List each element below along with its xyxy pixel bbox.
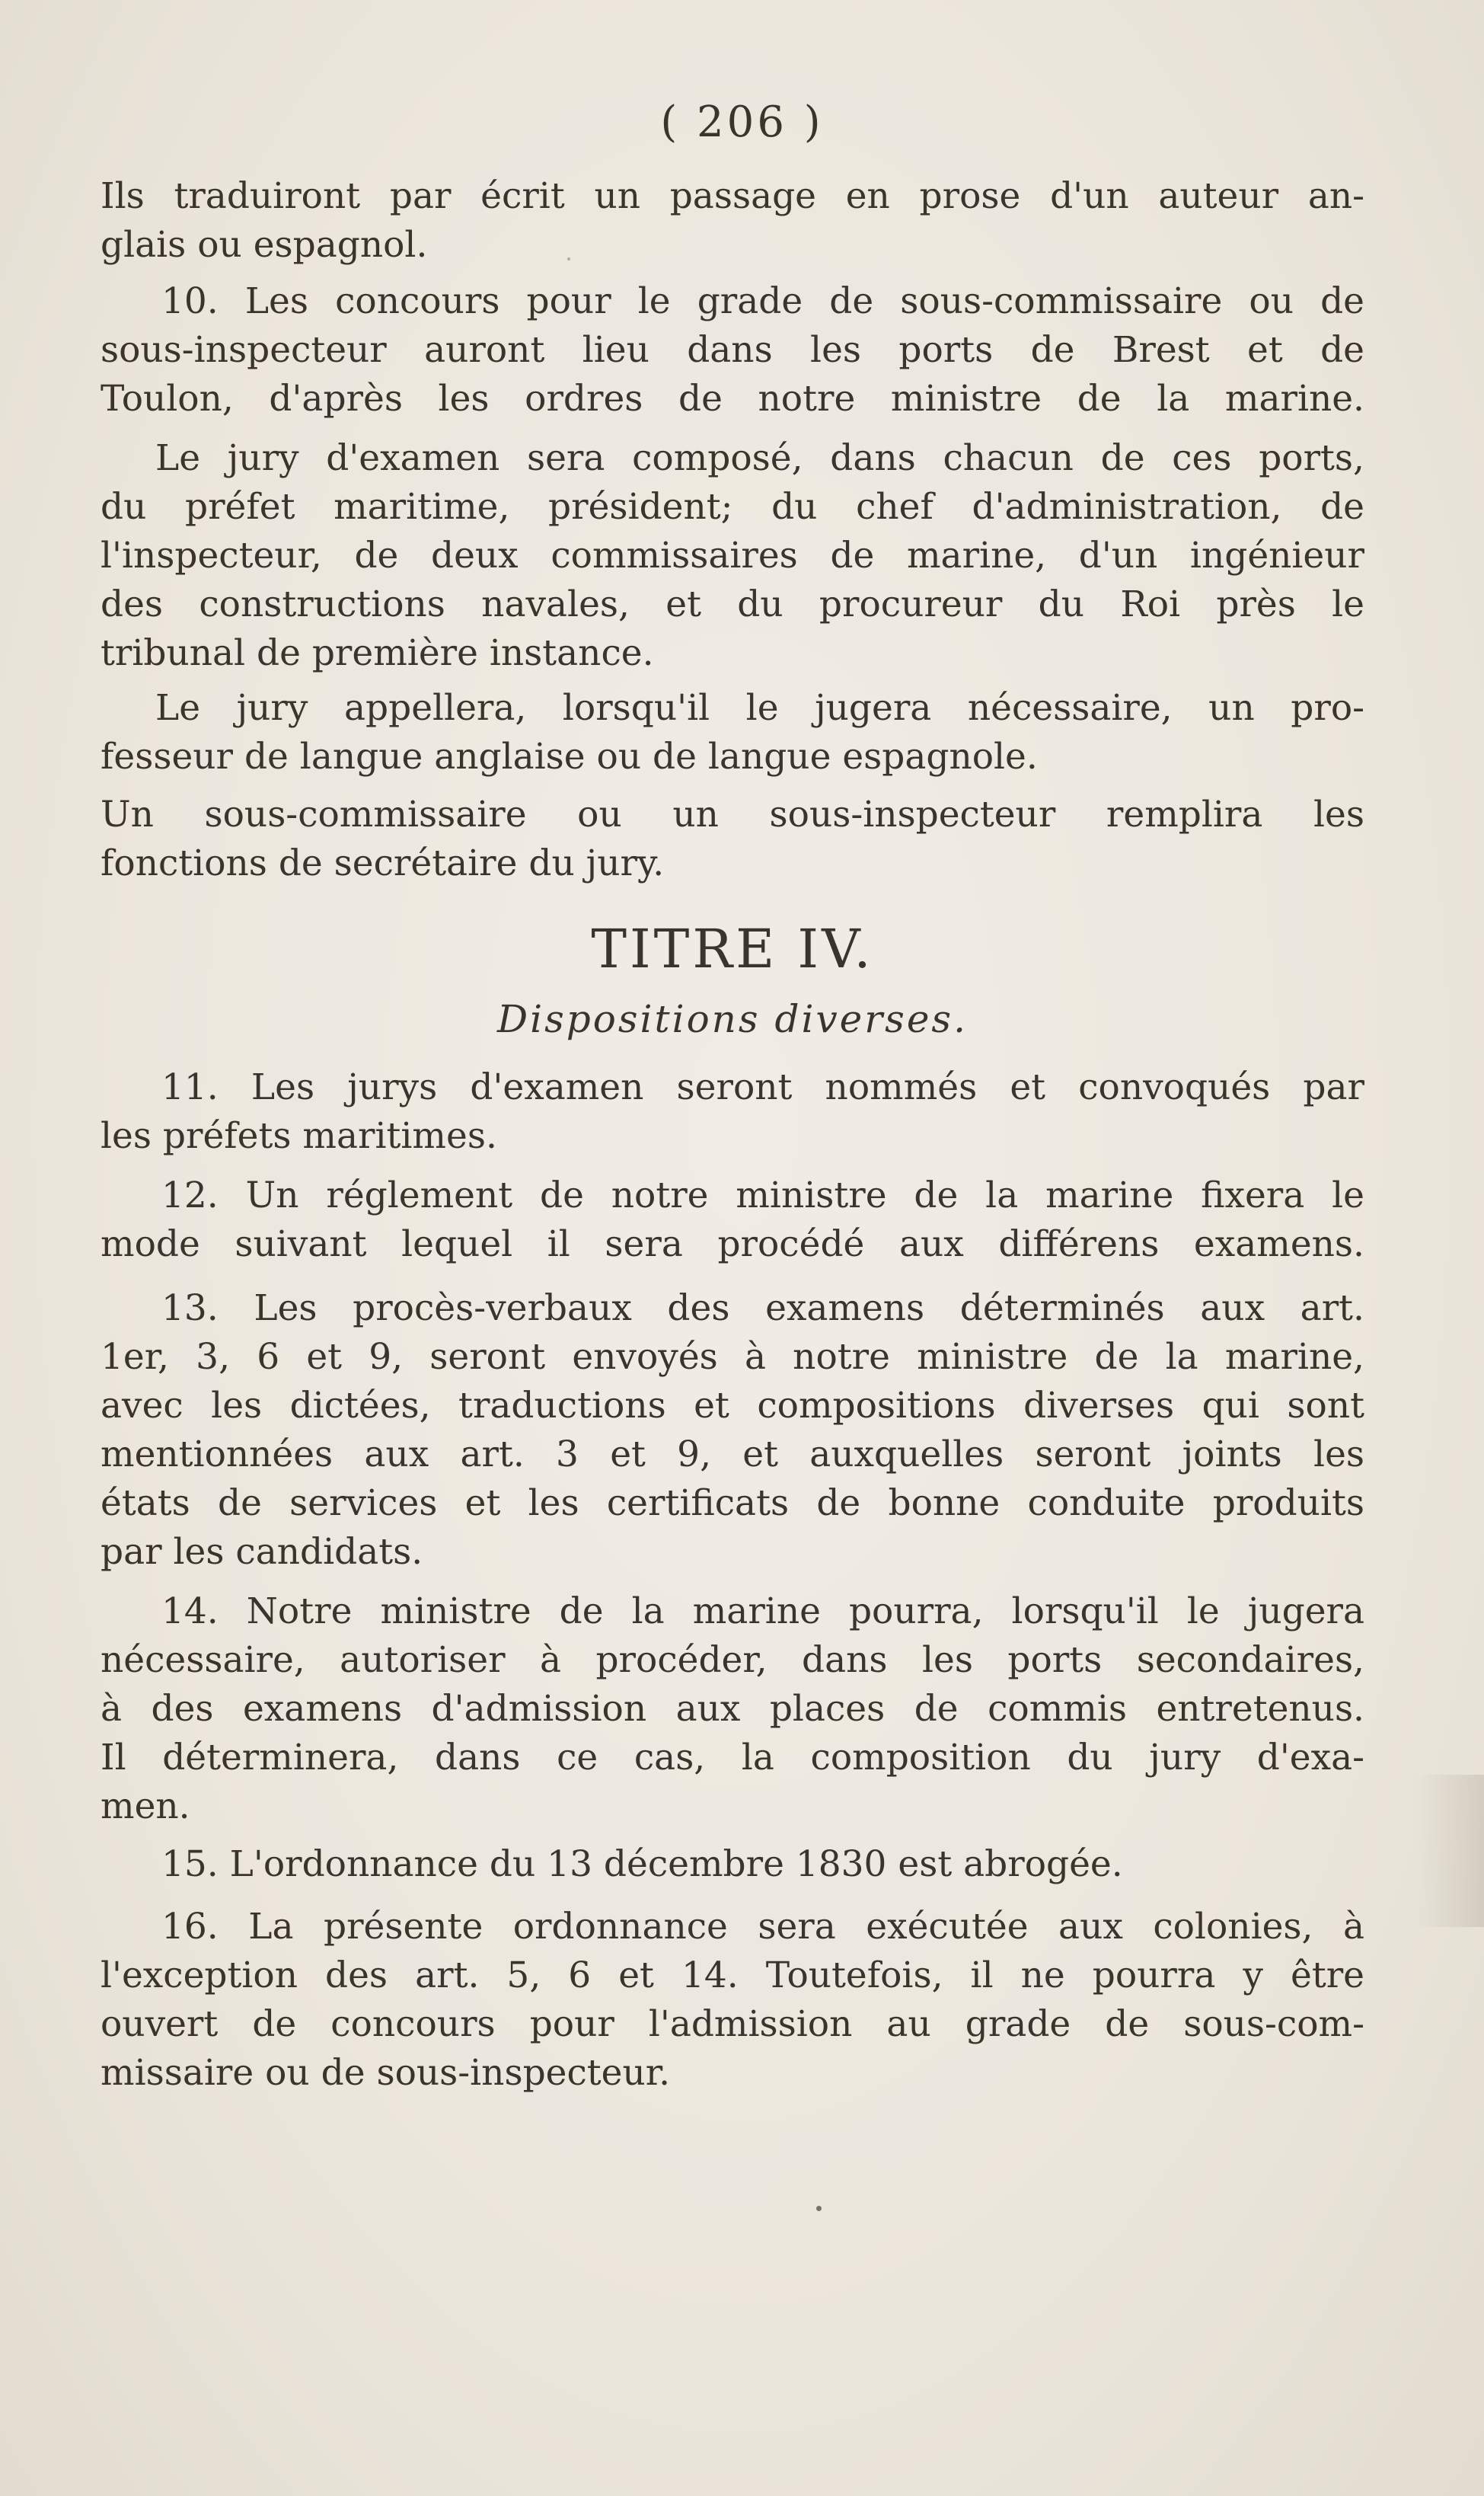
text-line: Toulon, d'après les ordres de notre ministre de la marine.: [101, 378, 1364, 420]
text-line: 15. L'ordonnance du 13 décembre 1830 est abrogée.: [161, 1843, 1123, 1885]
text-line: l'exception des art. 5, 6 et 14. Toutefois, il ne pourra y être: [101, 1954, 1364, 1996]
text-line: tribunal de première instance.: [101, 632, 654, 674]
text-line: 11. Les jurys d'examen seront nommés et convoqués par: [161, 1066, 1364, 1108]
text-line: men.: [101, 1785, 190, 1827]
text-line: avec les dictées, traductions et compositions diverses qui sont: [101, 1385, 1364, 1427]
text-line: 12. Un réglement de notre ministre de la marine fixera le: [161, 1174, 1364, 1216]
section-title: TITRE IV.: [591, 918, 874, 980]
text-line: 14. Notre ministre de la marine pourra, lorsqu'il le jugera: [161, 1590, 1364, 1632]
text-line: les préfets maritimes.: [101, 1115, 497, 1157]
text-line: ouvert de concours pour l'admission au grade de sous-com-: [101, 2003, 1364, 2045]
text-line: mode suivant lequel il sera procédé aux différens examens.: [101, 1223, 1364, 1265]
text-line: du préfet maritime, président; du chef d'administration, de: [101, 486, 1364, 528]
page-number: ( 206 ): [660, 97, 824, 147]
text-line: Le jury appellera, lorsqu'il le jugera nécessaire, un pro-: [155, 687, 1364, 729]
text-line: missaire ou de sous-inspecteur.: [101, 2052, 671, 2094]
text-line: l'inspecteur, de deux commissaires de marine, d'un ingénieur: [101, 535, 1364, 577]
text-line: Le jury d'examen sera composé, dans chacun de ces ports,: [155, 437, 1364, 479]
text-line: Ils traduiront par écrit un passage en prose d'un auteur an-: [101, 175, 1364, 217]
text-line: Il déterminera, dans ce cas, la composition du jury d'exa-: [101, 1737, 1364, 1779]
text-line: mentionnées aux art. 3 et 9, et auxquelles seront joints les: [101, 1433, 1364, 1475]
page-edge-shadow: [1415, 1775, 1484, 1927]
text-line: glais ou espagnol.: [101, 224, 428, 266]
ink-speck: [816, 2206, 822, 2211]
text-line: fesseur de langue anglaise ou de langue espagnole.: [101, 736, 1038, 778]
text-line: états de services et les certificats de bonne conduite produits: [101, 1482, 1364, 1524]
text-line: nécessaire, autoriser à procéder, dans les ports secondaires,: [101, 1639, 1364, 1681]
section-subtitle: Dispositions diverses.: [497, 997, 968, 1041]
text-line: 10. Les concours pour le grade de sous-commissaire ou de: [161, 280, 1364, 322]
text-line: 1er, 3, 6 et 9, seront envoyés à notre ministre de la marine,: [101, 1336, 1364, 1378]
text-line: 16. La présente ordonnance sera exécutée aux colonies, à: [161, 1906, 1364, 1948]
text-line: sous-inspecteur auront lieu dans les ports de Brest et de: [101, 329, 1364, 371]
text-line: 13. Les procès-verbaux des examens déterminés aux art.: [161, 1287, 1364, 1329]
text-line: des constructions navales, et du procureur du Roi près le: [101, 583, 1364, 625]
text-line: fonctions de secrétaire du jury.: [101, 842, 665, 884]
text-line: à des examens d'admission aux places de commis entretenus.: [101, 1688, 1364, 1730]
text-line: Un sous-commissaire ou un sous-inspecteur remplira les: [101, 794, 1364, 836]
ink-speck: [567, 257, 570, 260]
text-line: par les candidats.: [101, 1531, 423, 1573]
